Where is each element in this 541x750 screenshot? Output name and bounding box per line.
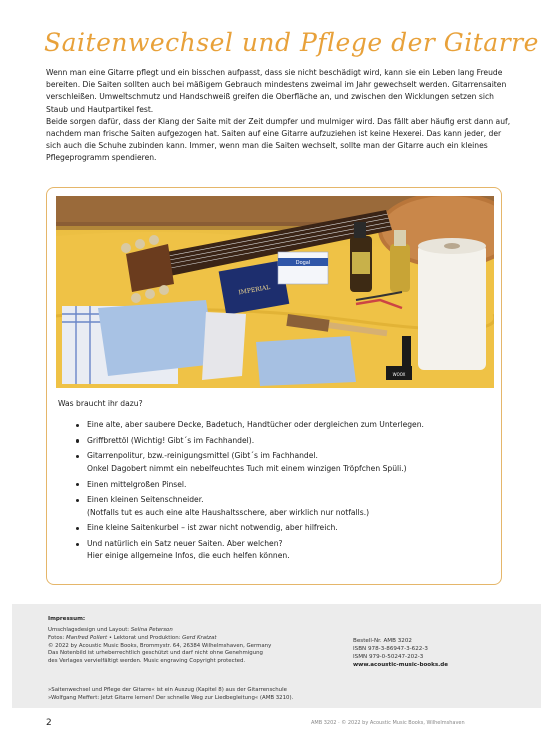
list-item-text: Und natürlich ein Satz neuer Saiten. Aber welchen?	[87, 539, 283, 549]
isbn: ISBN 978-3-86947-3-622-3	[353, 646, 428, 652]
legal-line-1: Das Notenbild ist urheberrechtlich geschützt und darf nicht ohne Genehmigung	[48, 650, 263, 657]
list-item-text: Eine kleine Saitenkurbel – ist zwar nicht notwendig, aber hilfreich.	[87, 523, 338, 533]
question-heading: Was braucht ihr dazu?	[58, 399, 143, 408]
list-item-text: Griffbrettöl (Wichtig! Gibt´s im Fachhandel).	[87, 435, 255, 445]
impressum-panel	[12, 604, 541, 708]
photo-illustration	[56, 196, 494, 388]
strings-pack-label: IMPERIAL	[237, 283, 271, 297]
credit-photos: Fotos: Manfred Pollert • Lektorat und Produktion: Gerd Kratzat	[48, 634, 217, 641]
intro-text	[46, 67, 516, 165]
crank-label: WOOX	[392, 372, 406, 377]
impressum-heading: Impressum:	[48, 616, 86, 622]
materials-box	[46, 187, 502, 585]
list-item	[76, 494, 486, 519]
list-item	[76, 538, 486, 563]
list-item-subtext: Hier einige allgemeine Infos, die euch helfen können.	[87, 551, 290, 561]
credit-layout: Umschlagsdesign und Layout: Selina Peterson	[48, 627, 173, 633]
excerpt-note: »Saitenwechsel und Pflege der Gitarre« ist ein Auszug (Kapitel 8) aus der Gitarrenschule »Wolfgang Meffert: Jetzt Gitarre lernen! Der schnelle Weg zur Liedbegleitung« (AMB 3210).	[48, 687, 294, 701]
website-link[interactable]: www.acoustic-music-books.de	[353, 662, 449, 668]
intro-paragraph-1: Wenn man eine Gitarre pflegt und ein bisschen aufpasst, dass sie nicht beschädigt wird, kann sie ein Leben lang Freude bereiten. Die Saiten sollten auch bei mäßigem Gebrauch mindestens zweimal im Jahr gewechselt werden. Gitarrensaiten verschleißen. Umweltschmutz und Handschweiß greifen die Oberfläche an, und zwischen den Wicklungen setzen sich Staub und Hautpartikel fest.	[46, 68, 507, 114]
list-item-subtext: (Notfalls tut es auch eine alte Haushaltsschere, aber wirklich nur notfalls.)	[87, 507, 370, 517]
list-item	[76, 522, 486, 534]
page-title: Saitenwechsel und Pflege der Gitarre	[44, 28, 539, 57]
impressum-credits	[48, 627, 348, 666]
materials-photo	[56, 196, 494, 388]
intro-paragraph-2: Beide sorgen dafür, dass der Klang der Saite mit der Zeit dumpfer und mulmiger wird. Das fällt aber häufig erst dann auf, nachdem man frische Saiten aufgezogen hat. Saiten auf eine Gitarre aufzuziehen ist keine Hexerei. Das kann jeder, der sich auch die Schuhe zubinden kann. Immer, wenn man die Saiten wechselt, sollte man der Gitarre auch ein kleines Pflegeprogramm spendieren.	[46, 116, 511, 163]
list-item	[76, 450, 486, 475]
list-item-text: Gitarrenpolitur, bzw.-reinigungsmittel (Gibt´s im Fachhandel.	[87, 451, 318, 461]
list-item	[76, 419, 486, 431]
list-item-subtext: Onkel Dagobert nimmt ein nebelfeuchtes Tuch mit einem winzigen Tröpfchen Spüli.)	[87, 463, 407, 473]
ismn: ISMN 979-0-50247-202-3	[353, 654, 424, 660]
strings-pack-brand: Dogal	[295, 260, 311, 266]
page-number: 2	[46, 718, 52, 728]
order-info	[353, 637, 533, 669]
list-item-text: Eine alte, aber saubere Decke, Badetuch, Handtücher oder dergleichen zum Unterlegen.	[87, 420, 424, 429]
list-item	[76, 435, 486, 447]
list-item	[76, 479, 486, 491]
list-item-text: Einen mittelgroßen Pinsel.	[87, 479, 187, 489]
list-item-text: Einen kleinen Seitenschneider.	[87, 495, 204, 505]
materials-list	[76, 419, 486, 566]
copyright-line: © 2022 by Acoustic Music Books, Brommystr. 64, 26384 Wilhelmshaven, Germany	[48, 642, 272, 649]
page-footer: AMB 3202 · © 2022 by Acoustic Music Books, Wilhelmshaven	[311, 720, 465, 726]
legal-line-2: des Verlages vervielfältigt werden. Music engraving Copyright protected.	[48, 658, 246, 665]
order-number: Bestell-Nr. AMB 3202	[353, 638, 412, 644]
